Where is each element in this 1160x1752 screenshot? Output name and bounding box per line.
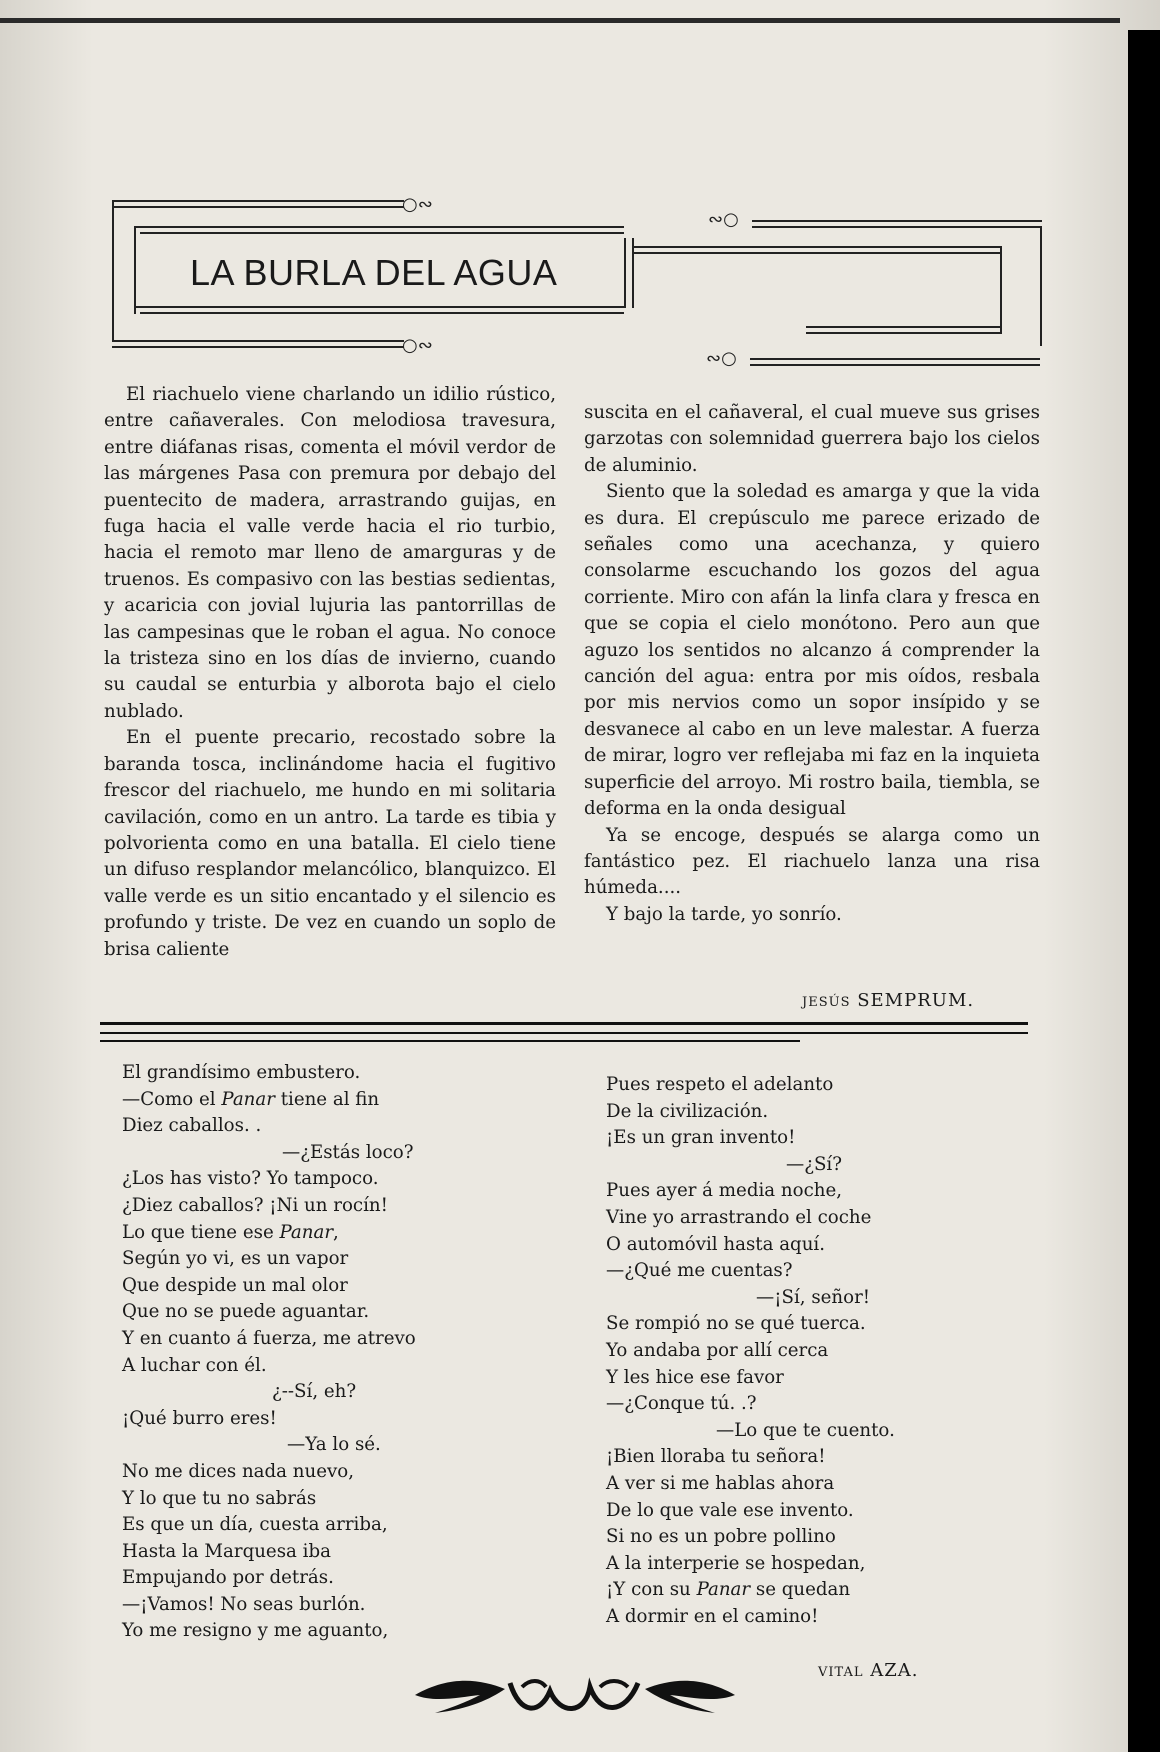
poem-line: Es que un día, cuesta arriba, bbox=[122, 1514, 388, 1536]
poem-line: Que despide un mal olor bbox=[122, 1274, 348, 1296]
article-paragraph: El riachuelo viene charlando un idilio rústico, entre cañaverales. Con melodiosa travesura, entre diáfanas risas, comenta el móvil verdor de las márgenes Pasa con premura por debajo del puentecito de madera, arrastrando guijas, en fuga hacia el valle verde hacia el rio turbio, hacia el remoto mar lleno de amarguras y de truenos. Es compasivo con las bestias sedientas, y acaricia con jovial lujuria las pantorrillas de las campesinas que le roban el agua. No conoce la tristeza sino en los días de invierno, cuando su caudal se enturbia y alborota bajo el cielo nublado. bbox=[104, 384, 556, 722]
article-paragraph: Ya se encoge, después se alarga como un fantástico pez. El riachuelo lanza una risa húmeda.... bbox=[584, 824, 1040, 899]
poem-line: —Ya lo sé. bbox=[287, 1434, 381, 1456]
footer-ornament bbox=[410, 1665, 740, 1725]
signature-last-name: SEMPRUM. bbox=[857, 990, 975, 1011]
poem-line: Pues ayer á media noche, bbox=[606, 1180, 843, 1202]
poem-line: ¡Qué burro eres! bbox=[122, 1407, 277, 1429]
page-top-edge bbox=[0, 18, 1120, 23]
header-ornament-left-top: ○∾ bbox=[402, 194, 433, 215]
article-paragraph: suscita en el cañaveral, el cual mueve sus grises garzotas con solemnidad guerrera bajo los cielos de aluminio. bbox=[584, 402, 1040, 476]
poem-line: Hasta la Marquesa iba bbox=[122, 1540, 331, 1562]
poem-line: Pues respeto el adelanto bbox=[606, 1074, 834, 1095]
signature-first-name: VITAL bbox=[818, 1665, 864, 1680]
header-ornament-right-top: ∾○ bbox=[708, 209, 739, 230]
signature-first-name: JESÚS bbox=[802, 995, 851, 1010]
poem-line: A luchar con él. bbox=[122, 1354, 267, 1376]
header-ornament-right-bottom: ∾○ bbox=[706, 348, 737, 369]
poem-right-column bbox=[606, 1072, 1046, 1630]
poem-line: Según yo vi, es un vapor bbox=[122, 1248, 349, 1270]
poem-line: De lo que vale ese invento. bbox=[606, 1499, 854, 1521]
poem-line: ¿Los has visto? Yo tampoco. bbox=[122, 1168, 379, 1190]
poem-line: ¡Es un gran invento! bbox=[606, 1127, 796, 1149]
poem-line: —Lo que te cuento. bbox=[716, 1419, 895, 1441]
header-ornament-left-bottom: ○∾ bbox=[402, 335, 433, 356]
poem-line: —¿Sí? bbox=[786, 1153, 842, 1175]
poem-line: ¡Bien lloraba tu señora! bbox=[606, 1446, 826, 1468]
poem-line: A dormir en el camino! bbox=[606, 1605, 819, 1627]
article-title: LA BURLA DEL AGUA bbox=[190, 252, 558, 293]
article-paragraph: Siento que la soledad es amarga y que la vida es dura. El crepúsculo me parece erizado de señales como una acechanza, y quiero consolarme escuchando los gozos del agua corriente. Miro con afán la linfa clara y fresca en que se copia el cielo monótono. Pero aun que aguzo los sentidos no alcanzo á comprender la canción del agua: entra por mis oídos, resbala por mis nervios como un sopor insípido y se desvanece al cabo en un leve malestar. A fuerza de mirar, logro ver reflejaba mi faz en la inquieta superficie del arroyo. Mi rostro baila, tiembla, se deforma en la onda desigual bbox=[584, 481, 1040, 820]
poem-line: O automóvil hasta aquí. bbox=[606, 1233, 826, 1255]
article-left-column bbox=[104, 382, 556, 963]
section-divider-top bbox=[100, 1022, 1028, 1025]
article-paragraph: Y bajo la tarde, yo sonrío. bbox=[606, 903, 842, 925]
poem-line: Y les hice ese favor bbox=[606, 1366, 784, 1388]
poem-line: —¿Conque tú. .? bbox=[606, 1393, 757, 1415]
poem-line: Y lo que tu no sabrás bbox=[122, 1487, 317, 1509]
poem-line: Y en cuanto á fuerza, me atrevo bbox=[122, 1327, 416, 1349]
poem-line: ¿--Sí, eh? bbox=[272, 1381, 357, 1403]
poem-line: A la interperie se hospedan, bbox=[606, 1552, 866, 1574]
poem-line: —¡Sí, señor! bbox=[756, 1286, 871, 1308]
poem-line: —¿Estás loco? bbox=[282, 1141, 414, 1163]
poem-line: No me dices nada nuevo, bbox=[122, 1460, 354, 1482]
poem-line: Vine yo arrastrando el coche bbox=[606, 1206, 872, 1228]
scan-right-border bbox=[1128, 30, 1160, 1752]
poem-left-column bbox=[122, 1060, 562, 1645]
article-paragraph: En el puente precario, recostado sobre la baranda tosca, inclinándome hacia el fugitivo frescor del riachuelo, me hundo en mi solitaria cavilación, como en un antro. La tarde es tibia y polvorienta como en una batalla. El cielo tiene un difuso resplandor melancólico, blanquizco. El valle verde es un sitio encantado y el silencio es profundo y triste. De vez en cuando un soplo de brisa caliente bbox=[104, 727, 556, 960]
poem-line: Si no es un pobre pollino bbox=[606, 1526, 836, 1548]
poem-line: Diez caballos. . bbox=[122, 1115, 262, 1137]
poem-line: Lo que tiene ese Panar, bbox=[122, 1221, 339, 1243]
poem-line: ¡Y con su Panar se quedan bbox=[606, 1579, 851, 1601]
section-divider-bottom bbox=[100, 1032, 1028, 1034]
poem-signature bbox=[818, 1660, 918, 1681]
poem-line: De la civilización. bbox=[606, 1100, 769, 1122]
section-divider-short bbox=[100, 1040, 800, 1042]
poem-line: ¿Diez caballos? ¡Ni un rocín! bbox=[122, 1194, 388, 1216]
poem-line: Que no se puede aguantar. bbox=[122, 1301, 370, 1323]
poem-line: El grandísimo embustero. bbox=[122, 1062, 361, 1083]
article-right-column bbox=[584, 400, 1040, 928]
poem-line: Yo me resigno y me aguanto, bbox=[122, 1620, 389, 1642]
poem-line: Yo andaba por allí cerca bbox=[606, 1339, 829, 1361]
signature-last-name: AZA. bbox=[870, 1660, 919, 1681]
poem-line: A ver si me hablas ahora bbox=[606, 1472, 835, 1494]
poem-line: —¿Qué me cuentas? bbox=[606, 1260, 793, 1282]
poem-line: —Como el Panar tiene al fin bbox=[122, 1088, 380, 1110]
poem-line: —¡Vamos! No seas burlón. bbox=[122, 1593, 366, 1615]
poem-line: Empujando por detrás. bbox=[122, 1567, 334, 1589]
poem-line: Se rompió no se qué tuerca. bbox=[606, 1313, 866, 1335]
article-signature bbox=[802, 990, 974, 1011]
